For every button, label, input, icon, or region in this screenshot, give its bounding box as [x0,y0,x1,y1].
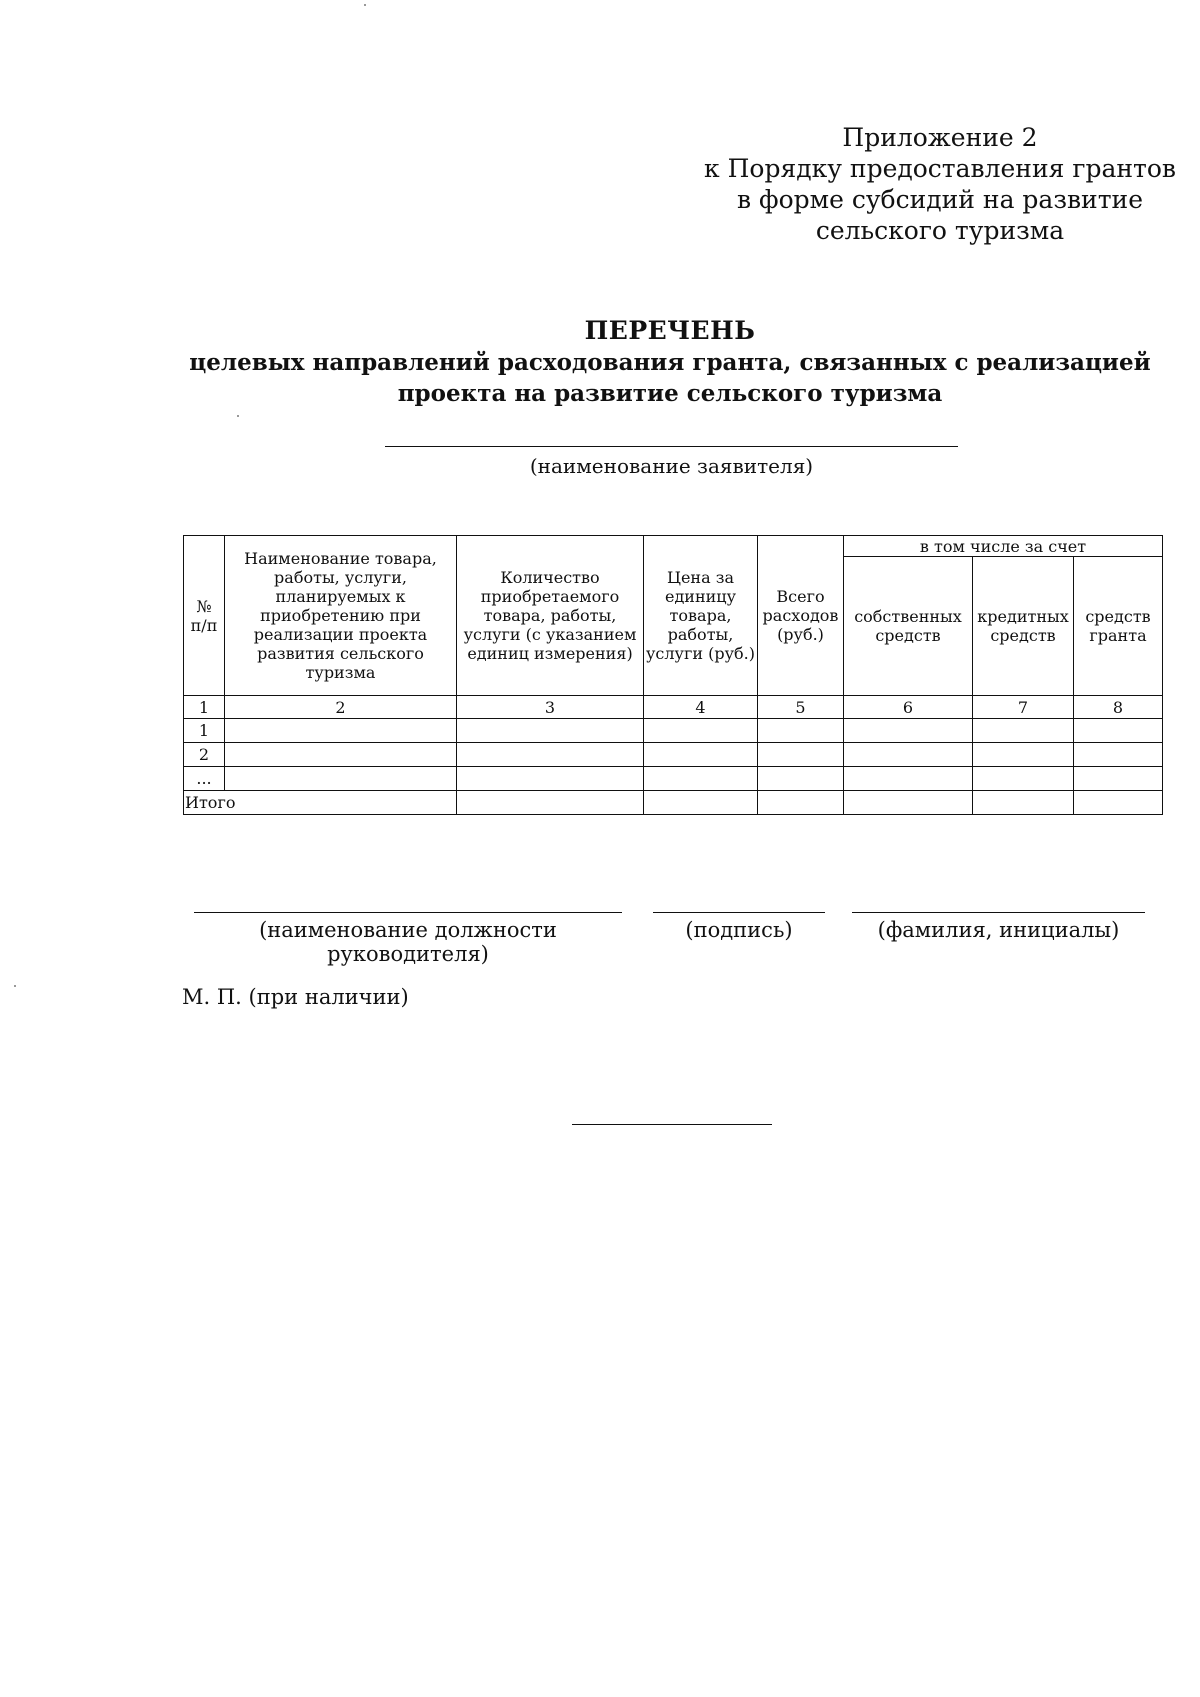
full-name-line [852,912,1145,913]
full-name-caption: (фамилия, инициалы) [877,918,1120,942]
appendix-reference-line-2: в форме субсидий на развитие [736,185,1143,214]
column-number: 2 [225,696,457,719]
table-cell [973,743,1074,767]
table-cell [457,791,644,815]
header-number: № п/п [184,536,225,696]
table-cell [1074,743,1163,767]
table-row [184,719,1163,743]
header-own-funds: собственных средств [844,557,973,696]
table-cell [457,767,644,791]
title-subtitle-line-1: целевых направлений расходования гранта, связанных с реализацией [189,349,1151,376]
column-number: 1 [184,696,225,719]
table-cell [844,767,973,791]
stamp-note: М. П. (при наличии) [182,985,409,1009]
table-cell [1074,719,1163,743]
table-cell [758,719,844,743]
table-cell [644,767,758,791]
header-quantity: Количество приобретаемого товара, работы, услуги (с указанием единиц измерения) [457,536,644,696]
table-row [184,743,1163,767]
applicant-name-line [385,446,958,447]
table-cell [644,719,758,743]
table-cell [844,791,973,815]
header-unit-price: Цена за единицу товара, работы, услуги (руб.) [644,536,758,696]
column-number: 7 [973,696,1074,719]
column-number: 5 [758,696,844,719]
appendix-block [700,122,1180,246]
header-total-expenses: Всего расходов (руб.) [758,536,844,696]
header-item-name: Наименование товара, работы, услуги, планируемых к приобретению при реализации проекта развития сельского туризма [225,536,457,696]
position-signature-line [194,912,622,913]
appendix-number: Приложение 2 [842,123,1038,152]
column-number: 4 [644,696,758,719]
table-cell [225,767,457,791]
column-number: 6 [844,696,973,719]
table-cell [758,791,844,815]
total-label: Итого [184,791,457,815]
document-title [120,315,1200,409]
table-row [184,767,1163,791]
column-number: 3 [457,696,644,719]
header-grant-funds: средств гранта [1074,557,1163,696]
end-separator-line [572,1124,772,1125]
title-main: ПЕРЕЧЕНЬ [584,316,756,345]
position-caption: (наименование должности руководителя) [259,918,557,966]
column-number: 8 [1074,696,1163,719]
row-number: 1 [184,719,225,743]
scan-speck [237,415,239,417]
signature-caption: (подпись) [685,918,793,942]
table-cell [758,767,844,791]
table-cell [644,791,758,815]
table-cell [1074,791,1163,815]
table-cell [844,743,973,767]
table-cell [758,743,844,767]
table-cell [225,719,457,743]
header-funding-group: в том числе за счет [844,536,1163,557]
table-cell [1074,767,1163,791]
table-cell [457,719,644,743]
table-cell [644,743,758,767]
table-cell [973,719,1074,743]
header-credit-funds: кредитных средств [973,557,1074,696]
table-cell [225,743,457,767]
expense-table [183,535,1163,815]
table-cell [457,743,644,767]
scan-speck [14,985,16,987]
title-subtitle-line-2: проекта на развитие сельского туризма [397,380,943,407]
table-cell [973,791,1074,815]
applicant-caption: (наименование заявителя) [529,454,814,478]
appendix-reference-line-3: сельского туризма [815,216,1065,245]
table-cell [973,767,1074,791]
signature-line [653,912,825,913]
row-number: ... [184,767,225,791]
appendix-reference-line-1: к Порядку предоставления грантов [704,154,1176,183]
row-number: 2 [184,743,225,767]
scan-speck [364,4,366,6]
table-cell [844,719,973,743]
column-number-row [184,696,1163,719]
table-total-row [184,791,1163,815]
table-header-row [184,536,1163,557]
